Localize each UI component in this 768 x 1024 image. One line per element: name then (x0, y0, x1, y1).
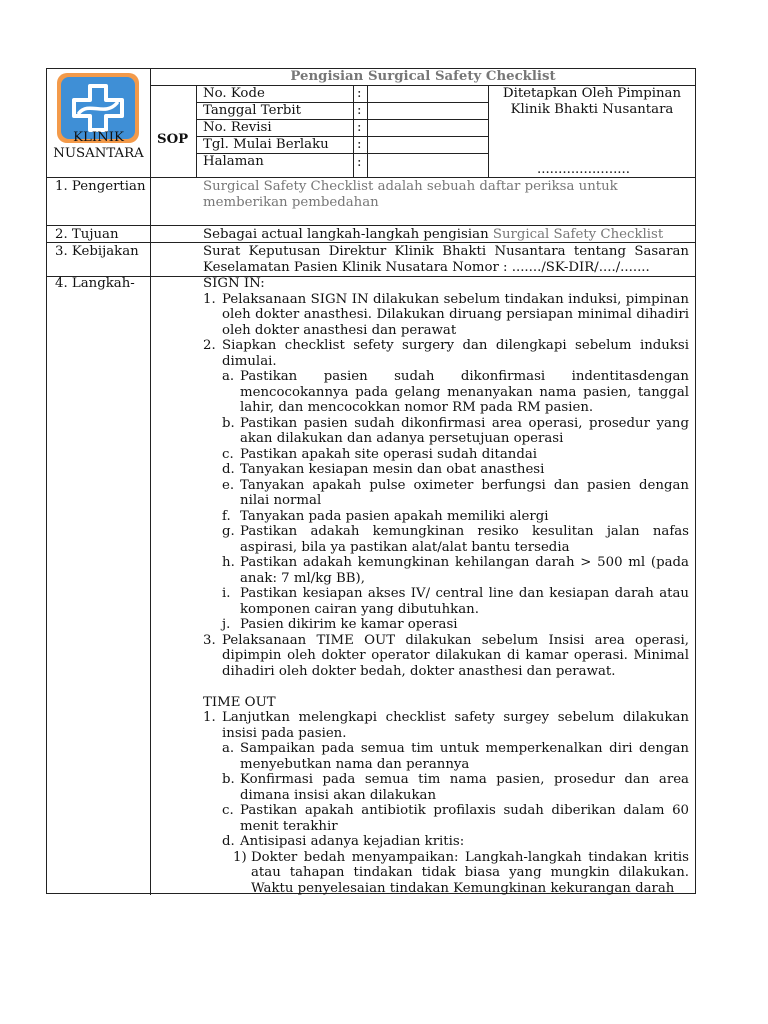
row-label-tujuan: 2. Tujuan (55, 227, 119, 242)
list-item: d. Antisipasi adanya kejadian kritis: (222, 834, 465, 849)
list-item: e. Tanyakan apakah pulse oximeter berfungsi dan pasien dengan nilai normal (222, 477, 689, 508)
list-item: 1. Lanjutkan melengkapi checklist safety surgey sebelum dilakukan insisi pada pasien. (203, 710, 689, 741)
field-colon: : (357, 155, 362, 170)
list-item: a. Pastikan pasien sudah dikonfirmasi indentitasdengan mencocokannya pada gelang menanyakan nama pasien, tanggal lahir, dan mencocokkan nomor RM pada RM pasien. (222, 369, 689, 415)
list-item: b. Konfirmasi pada semua tim nama pasien, prosedur dan area dimana insisi akan dilakukan (222, 772, 689, 803)
document-title: Pengisian Surgical Safety Checklist (290, 69, 556, 84)
list-item: c. Pastikan apakah antibiotik profilaxis sudah diberikan dalam 60 menit terakhir (222, 803, 689, 834)
field-label-no-kode: No. Kode (203, 86, 265, 101)
pengertian-text: Surgical Safety Checklist adalah sebuah daftar periksa untuk memberikan pembedahan (203, 179, 618, 210)
field-label-halaman: Halaman (203, 154, 264, 169)
field-colon: : (357, 120, 362, 135)
field-label-tanggal-terbit: Tanggal Terbit (203, 103, 301, 118)
approval-text: Ditetapkan Oleh Pimpinan Klinik Bhakti Nusantara (502, 86, 682, 117)
list-item: 1. Pelaksanaan SIGN IN dilakukan sebelum tindakan induksi, pimpinan oleh dokter anasthesi. Dilakukan diruang persiapan minimal dihadiri oleh dokter anasthesi dan perawat (203, 291, 689, 338)
list-item: d. Tanyakan kesiapan mesin dan obat anasthesi (222, 462, 545, 477)
list-item: i. Pastikan kesiapan akses IV/ central line dan kesiapan darah atau komponen cairan yang dibutuhkan. (222, 586, 689, 617)
list-item: 2. Siapkan checklist sefety surgery dan dilengkapi sebelum induksi dimulai. (203, 338, 689, 369)
tujuan-text: Sebagai actual langkah-langkah pengisian Surgical Safety Checklist (203, 227, 664, 242)
sop-document (46, 68, 696, 894)
list-item: b. Pastikan pasien sudah dikonfirmasi area operasi, prosedur yang akan dilakukan dan adanya persetujuan operasi (222, 415, 689, 446)
kebijakan-text: Surat Keputusan Direktur Klinik Bhakti Nusantara tentang Sasaran Keselamatan Pasien Klinik Nusatara Nomor : ......./SK-DIR/..../....... (203, 244, 689, 275)
sop-label: SOP (157, 132, 189, 147)
field-label-tgl-mulai: Tgl. Mulai Berlaku (203, 137, 329, 152)
list-item: 3. Pelaksanaan TIME OUT dilakukan sebelum Insisi area operasi, dipimpin oleh dokter operator dilakukan di kamar operasi. Minimal dihadiri oleh dokter bedah, dokter anasthesi dan perawat. (203, 632, 689, 679)
field-colon: : (357, 103, 362, 118)
medical-cross-icon (71, 83, 125, 133)
list-item: h. Pastikan adakah kemungkinan kehilangan darah > 500 ml (pada anak: 7 ml/kg BB), (222, 555, 689, 586)
langkah-content (203, 276, 689, 896)
time-out-heading: TIME OUT (203, 694, 276, 710)
list-item: f. Tanyakan pada pasien apakah memiliki alergi (222, 508, 549, 524)
field-colon: : (357, 86, 362, 101)
row-label-kebijakan: 3. Kebijakan (55, 244, 139, 259)
field-label-no-revisi: No. Revisi (203, 120, 272, 135)
list-item: j. Pasien dikirim ke kamar operasi (222, 617, 458, 632)
field-colon: : (357, 137, 362, 152)
row-label-pengertian: 1. Pengertian (55, 179, 146, 194)
list-item: a. Sampaikan pada semua tim untuk memperkenalkan diri dengan menyebutkan nama dan perannya (222, 741, 689, 772)
list-item: 1) Dokter bedah menyampaikan: Langkah-langkah tindakan kritis atau tahapan tindakan tidak biasa yang mungkin dilakukan. Waktu penyelesaian tindakan Kemungkinan kekurangan darah (233, 849, 689, 896)
list-item: c. Pastikan apakah site operasi sudah ditandai (222, 446, 538, 462)
row-label-langkah: 4. Langkah- (55, 276, 135, 291)
list-item: g. Pastikan adakah kemungkinan resiko kesulitan jalan nafas aspirasi, bila ya pastikan alat/alat bantu tersedia (222, 524, 689, 555)
signature-line: ...................... (537, 162, 630, 177)
sign-in-heading: SIGN IN: (203, 276, 265, 291)
clinic-name: KLINIK NUSANTARA (53, 130, 144, 161)
